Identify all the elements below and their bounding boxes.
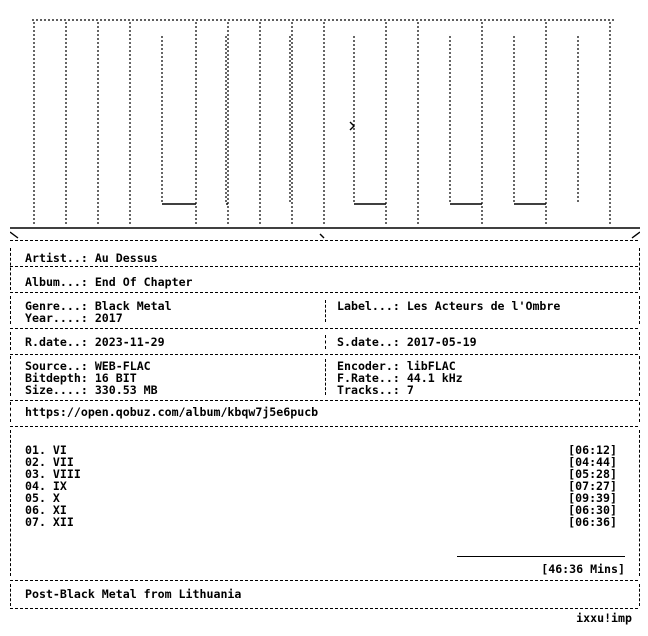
track-name: 01. VI [25,443,67,457]
divider-top [10,240,638,241]
divider [10,354,638,355]
bitdepth-value: 16 BIT [94,371,137,385]
track-row [25,504,617,516]
album-value: End Of Chapter [94,275,193,289]
ascii-logo-banner [10,8,640,240]
rdate-value: 2023-11-29 [94,335,165,349]
size-row [25,384,158,396]
divider [10,426,638,427]
album-row [25,276,193,288]
divider-bottom [10,608,638,609]
track-row [25,492,617,504]
source-label: Source..: [25,359,88,373]
artist-row [25,252,158,264]
year-row [25,312,123,324]
track-time: [04:44] [568,455,617,469]
label-value: Les Acteurs de l'Ombre [406,299,561,313]
tracks-count-label: Tracks..: [337,383,400,397]
album-label: Album...: [25,275,88,289]
track-row [25,444,617,456]
divider [10,292,638,293]
technical-section [10,356,640,396]
rdate-label: R.date..: [25,335,88,349]
track-name: 07. XII [25,515,74,529]
artist-album-section [10,248,640,290]
track-name: 06. XI [25,503,67,517]
encoder-label: Encoder.: [337,359,400,373]
album-url-link[interactable]: https://open.qobuz.com/album/kbqw7j5e6pucb [25,405,319,419]
frate-label: F.Rate..: [337,371,400,385]
year-value: 2017 [94,311,123,325]
track-row [25,480,617,492]
track-time: [05:28] [568,467,617,481]
track-time: [06:30] [568,503,617,517]
artist-value: Au Dessus [94,251,158,265]
track-time: [07:27] [568,479,617,493]
size-value: 330.53 MB [94,383,158,397]
encoder-value: libFLAC [406,359,456,373]
divider [10,328,638,329]
label-row [337,300,560,312]
signature: ixxu!imp [576,611,632,625]
track-name: 02. VII [25,455,74,469]
label-label: Label...: [337,299,400,313]
track-row [25,456,617,468]
track-row [25,468,617,480]
artist-label: Artist..: [25,251,88,265]
genre-label-section [10,296,640,324]
bitdepth-label: Bitdepth: [25,371,88,385]
source-value: WEB-FLAC [94,359,151,373]
column-divider [325,335,326,349]
track-time: [06:12] [568,443,617,457]
frate-value: 44.1 kHz [406,371,463,385]
divider [10,400,638,401]
column-divider [325,359,326,395]
genre-value: Black Metal [94,299,172,313]
genre-label: Genre...: [25,299,88,313]
url-section [10,402,640,422]
nfo-document [10,0,640,636]
notes-section [10,584,640,606]
column-divider [325,300,326,322]
year-label: Year....: [25,311,88,325]
tracks-count-row [337,384,414,396]
total-runtime: [46:36 Mins] [541,562,625,576]
divider [10,266,638,267]
track-name: 05. X [25,491,60,505]
track-name: 03. VIII [25,467,81,481]
track-row [25,516,617,528]
divider [10,580,638,581]
notes-text: Post-Black Metal from Lithuania [25,587,242,601]
total-underline [457,556,625,557]
track-name: 04. IX [25,479,67,493]
size-label: Size....: [25,383,88,397]
track-time: [09:39] [568,491,617,505]
sdate-value: 2017-05-19 [406,335,477,349]
tracklist-section [10,430,640,576]
sdate-row [337,336,477,348]
ascii-logo-art [10,8,640,240]
track-time: [06:36] [568,515,617,529]
dates-section [10,332,640,350]
sdate-label: S.date..: [337,335,400,349]
tracks-count-value: 7 [406,383,414,397]
rdate-row [25,336,165,348]
